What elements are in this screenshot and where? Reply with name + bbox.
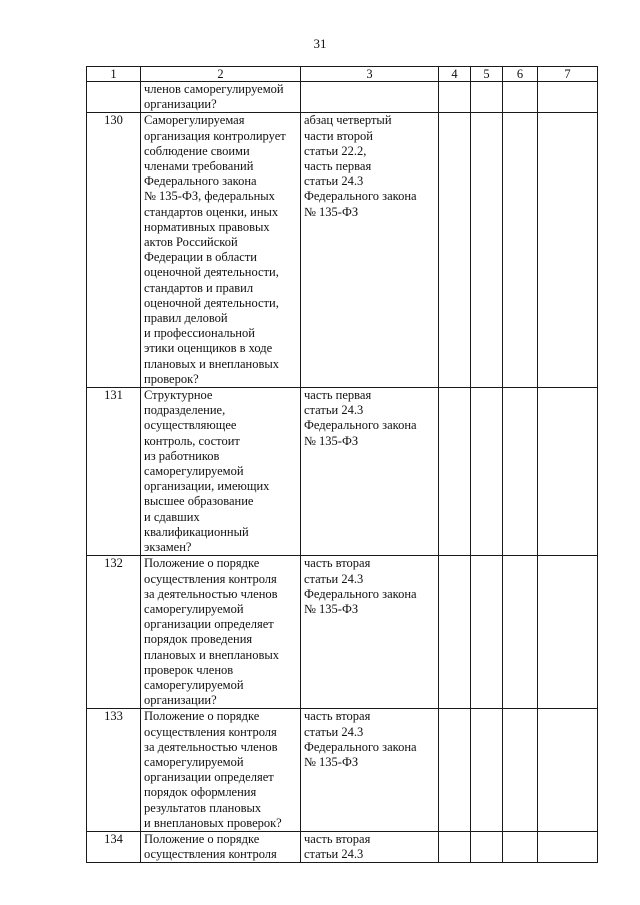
answer-cell bbox=[503, 831, 538, 862]
row-number: 130 bbox=[87, 113, 141, 388]
column-header: 3 bbox=[301, 67, 439, 82]
question-text: Саморегулируемая организация контролирует соблюдение своими членами требований Федерального закона № 135-ФЗ, федеральных стандартов оценки, иных нормативных правовых актов Российской Федерации в области оценочной деятельности, стандартов и правил оценочной деятельности, правил деловой и профессиональной этики оценщиков в ходе плановых и внеплановых проверок? bbox=[141, 113, 301, 388]
answer-cell bbox=[503, 113, 538, 388]
table-row bbox=[87, 831, 598, 862]
answer-cell bbox=[503, 388, 538, 556]
answer-cell bbox=[503, 709, 538, 832]
question-text: членов саморегулируемой организации? bbox=[141, 82, 301, 113]
legal-reference: часть вторая статьи 24.3 Федерального закона № 135-ФЗ bbox=[301, 556, 439, 709]
answer-cell bbox=[471, 709, 503, 832]
answer-cell bbox=[439, 388, 471, 556]
column-header: 1 bbox=[87, 67, 141, 82]
row-number bbox=[87, 82, 141, 113]
table-header-row bbox=[87, 67, 598, 82]
row-number: 132 bbox=[87, 556, 141, 709]
answer-cell bbox=[471, 388, 503, 556]
answer-cell bbox=[471, 831, 503, 862]
note-cell bbox=[538, 113, 598, 388]
answer-cell bbox=[471, 556, 503, 709]
table-row bbox=[87, 556, 598, 709]
row-number: 131 bbox=[87, 388, 141, 556]
table-row bbox=[87, 82, 598, 113]
note-cell bbox=[538, 831, 598, 862]
answer-cell bbox=[439, 82, 471, 113]
question-text: Положение о порядке осуществления контроля bbox=[141, 831, 301, 862]
legal-reference bbox=[301, 82, 439, 113]
answer-cell bbox=[439, 709, 471, 832]
answer-cell bbox=[439, 556, 471, 709]
note-cell bbox=[538, 82, 598, 113]
answer-cell bbox=[503, 82, 538, 113]
legal-reference: часть вторая статьи 24.3 bbox=[301, 831, 439, 862]
answer-cell bbox=[471, 82, 503, 113]
note-cell bbox=[538, 556, 598, 709]
table-row bbox=[87, 388, 598, 556]
answer-cell bbox=[471, 113, 503, 388]
question-text: Структурное подразделение, осуществляющее контроль, состоит из работников саморегулируемой организации, имеющих высшее образование и сдавших квалификационный экзамен? bbox=[141, 388, 301, 556]
note-cell bbox=[538, 709, 598, 832]
column-header: 6 bbox=[503, 67, 538, 82]
question-text: Положение о порядке осуществления контроля за деятельностью членов саморегулируемой организации определяет порядок проведения плановых и внеплановых проверок членов саморегулируемой организации? bbox=[141, 556, 301, 709]
column-header: 2 bbox=[141, 67, 301, 82]
row-number: 133 bbox=[87, 709, 141, 832]
column-header: 7 bbox=[538, 67, 598, 82]
note-cell bbox=[538, 388, 598, 556]
question-text: Положение о порядке осуществления контроля за деятельностью членов саморегулируемой организации определяет порядок оформления результатов плановых и внеплановых проверок? bbox=[141, 709, 301, 832]
answer-cell bbox=[439, 831, 471, 862]
legal-reference: часть вторая статьи 24.3 Федерального закона № 135-ФЗ bbox=[301, 709, 439, 832]
checklist-table bbox=[86, 66, 598, 863]
column-header: 5 bbox=[471, 67, 503, 82]
row-number: 134 bbox=[87, 831, 141, 862]
column-header: 4 bbox=[439, 67, 471, 82]
legal-reference: часть первая статьи 24.3 Федерального закона № 135-ФЗ bbox=[301, 388, 439, 556]
table-row bbox=[87, 113, 598, 388]
table-row bbox=[87, 709, 598, 832]
legal-reference: абзац четвертый части второй статьи 22.2, часть первая статьи 24.3 Федерального закона № 135-ФЗ bbox=[301, 113, 439, 388]
answer-cell bbox=[439, 113, 471, 388]
page-number: 31 bbox=[313, 36, 327, 51]
answer-cell bbox=[503, 556, 538, 709]
